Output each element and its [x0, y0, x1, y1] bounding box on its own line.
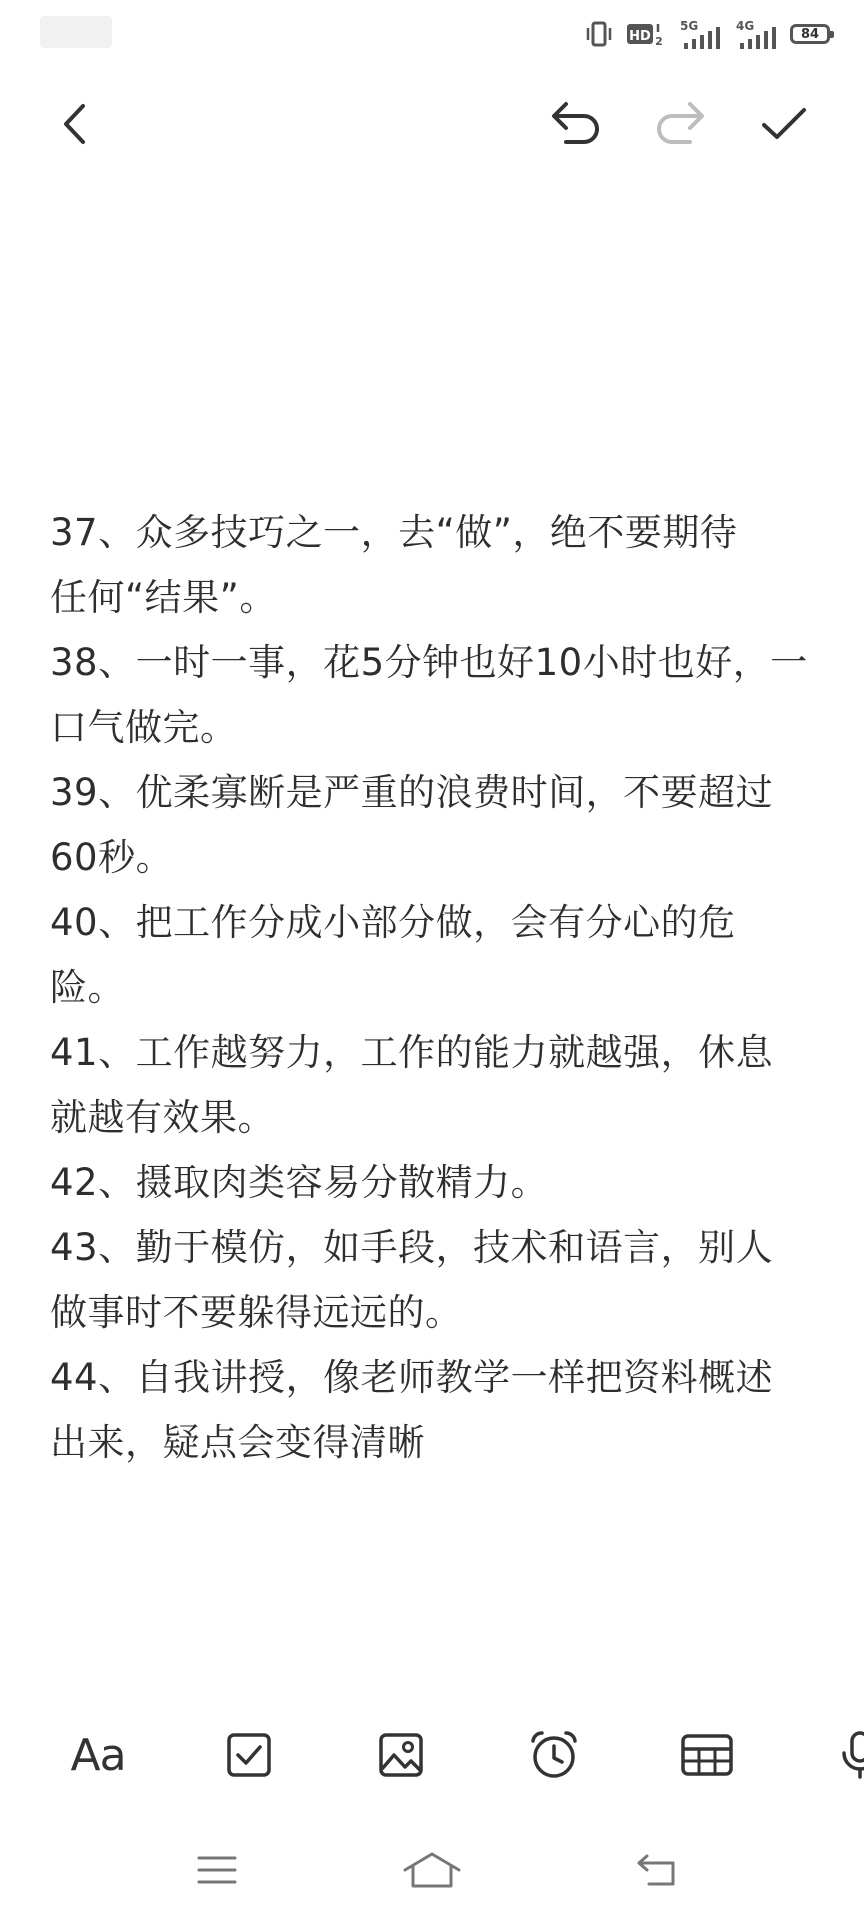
microphone-icon — [838, 1729, 864, 1781]
note-line: 40、把工作分成小部分做，会有分心的危 — [50, 901, 736, 944]
5g-label: 5G — [680, 19, 699, 33]
undo-icon — [548, 100, 604, 148]
system-nav-bar — [0, 1830, 864, 1910]
note-editor[interactable] — [50, 500, 820, 1475]
4g-label: 4G — [736, 19, 755, 33]
home-icon — [401, 1850, 463, 1890]
vibrate-icon — [584, 21, 614, 47]
hd-network-icon — [626, 20, 666, 48]
note-line: 出来，疑点会变得清晰 — [50, 1421, 425, 1464]
insert-image-button[interactable] — [361, 1715, 441, 1795]
note-line: 41、工作越努力，工作的能力就越强，休息 — [50, 1031, 774, 1074]
hd-sub-label: 2 — [655, 35, 663, 48]
done-button[interactable] — [752, 92, 816, 156]
battery-level: 84 — [800, 26, 820, 42]
redo-button[interactable] — [648, 92, 712, 156]
note-line: 39、优柔寡断是严重的浪费时间，不要超过 — [50, 771, 774, 814]
signal-4g-icon — [734, 17, 778, 51]
note-line: 任何“结果”。 — [50, 576, 277, 619]
note-line: 38、一时一事，花5分钟也好10小时也好，一 — [50, 641, 808, 684]
note-line: 险。 — [50, 966, 125, 1009]
signal-5g-icon — [678, 17, 722, 51]
check-icon — [758, 100, 810, 148]
voice-input-button[interactable] — [820, 1715, 864, 1795]
font-style-icon: Aa — [70, 1729, 126, 1781]
chevron-left-icon — [56, 100, 96, 148]
note-line: 做事时不要躲得远远的。 — [50, 1291, 463, 1334]
reminder-button[interactable] — [514, 1715, 594, 1795]
status-bar — [0, 0, 864, 70]
checkbox-icon — [225, 1731, 273, 1779]
note-line: 42、摄取肉类容易分散精力。 — [50, 1161, 549, 1204]
battery-icon — [790, 24, 830, 44]
checklist-button[interactable] — [209, 1715, 289, 1795]
recent-apps-button[interactable] — [172, 1830, 262, 1910]
note-line: 37、众多技巧之一，去“做”，绝不要期待 — [50, 511, 738, 554]
back-button[interactable] — [44, 92, 108, 156]
note-line: 口气做完。 — [50, 706, 238, 749]
format-toolbar — [0, 1665, 864, 1820]
nav-back-button[interactable] — [612, 1830, 702, 1910]
note-line: 就越有效果。 — [50, 1096, 275, 1139]
notification-icons — [40, 16, 112, 48]
hd-label: HD — [629, 29, 651, 44]
image-icon — [377, 1731, 425, 1779]
alarm-clock-icon — [528, 1729, 580, 1781]
menu-icon — [195, 1852, 239, 1888]
note-line: 43、勤于模仿，如手段，技术和语言，别人 — [50, 1226, 774, 1269]
editor-toolbar — [0, 92, 864, 156]
table-icon — [680, 1732, 734, 1778]
font-style-button[interactable] — [58, 1715, 138, 1795]
back-icon — [633, 1850, 681, 1890]
redo-icon — [652, 100, 708, 148]
insert-table-button[interactable] — [667, 1715, 747, 1795]
note-line: 60秒。 — [50, 836, 174, 879]
status-icons — [584, 14, 830, 54]
note-line: 44、自我讲授，像老师教学一样把资料概述 — [50, 1356, 774, 1399]
home-button[interactable] — [387, 1830, 477, 1910]
undo-button[interactable] — [544, 92, 608, 156]
